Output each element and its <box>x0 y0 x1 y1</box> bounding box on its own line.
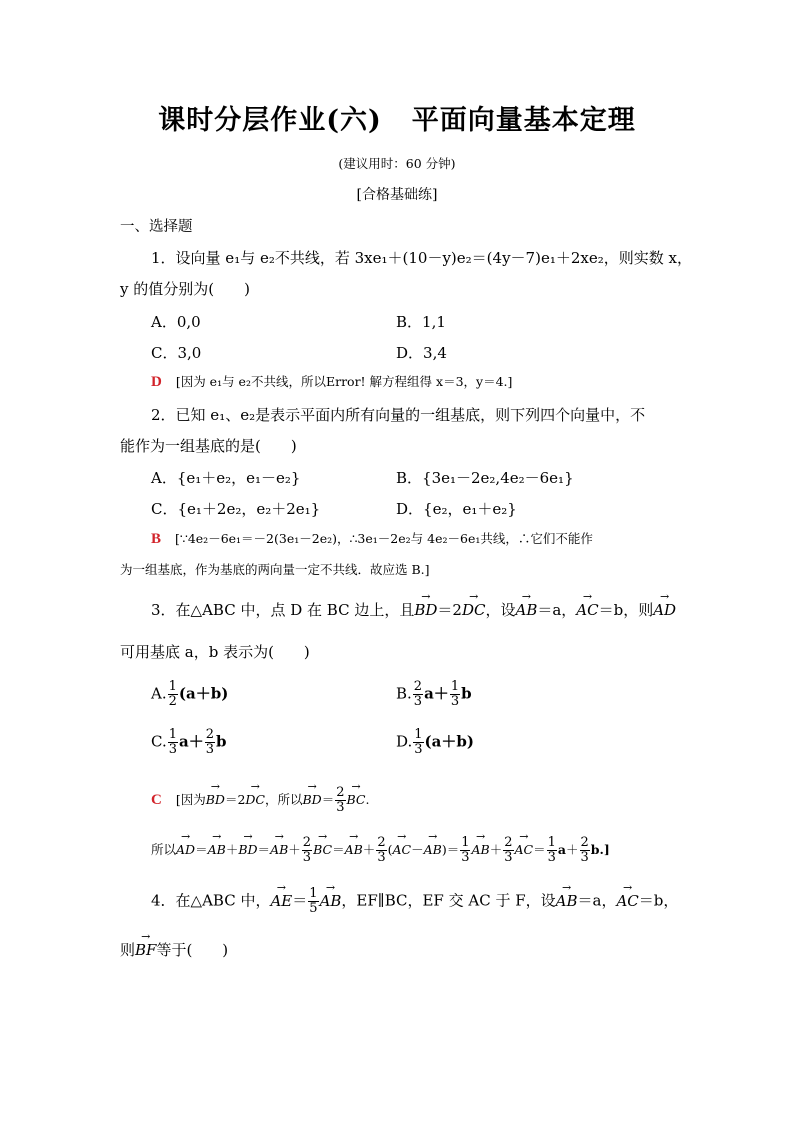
q3-option-d <box>396 728 474 757</box>
vector-ac: → AC <box>616 891 638 911</box>
q3-option-d-tail: (a＋b) <box>424 732 474 751</box>
frac-den: 3 <box>377 850 386 865</box>
q3-eq-b: ＝b，则 <box>598 601 654 619</box>
frac-den: 3 <box>547 850 556 865</box>
frac-num: 1 <box>450 679 460 694</box>
q2-option-c: C．{e₁＋2e₂，e₂＋2e₁} <box>151 500 321 518</box>
fraction <box>308 887 318 916</box>
q2-answer-line1 <box>151 529 593 549</box>
fraction <box>450 680 460 709</box>
q3-option-b <box>396 680 472 709</box>
q1-answer-text: [因为 e₁与 e₂不共线，所以Error! 解方程组得 x＝3，y＝4.] <box>175 374 513 389</box>
fraction <box>580 836 590 865</box>
vector-ac: → AC <box>576 600 598 620</box>
fraction <box>376 836 386 865</box>
frac-den: 5 <box>309 901 318 916</box>
q4-line2-head: 则 <box>120 941 136 959</box>
q3-stem-text: 3．在△ABC 中，点 D 在 BC 边上，且 <box>151 601 415 619</box>
frac-num: 1 <box>547 835 556 850</box>
frac-den: 3 <box>168 742 177 757</box>
q3-option-c-label: C. <box>151 732 167 751</box>
q3-stem-line1 <box>151 600 676 620</box>
frac-num: 2 <box>302 835 312 850</box>
page-title <box>0 98 794 137</box>
fraction <box>503 836 513 865</box>
fraction <box>168 680 178 709</box>
q3-set: ，设 <box>485 601 516 619</box>
frac-num: 2 <box>377 835 386 850</box>
q1-stem-line1: 1．设向量 e₁与 e₂不共线，若 3xe₁＋(10－y)e₂＝(4y－7)e₁＋2xe₂，则实数 x， <box>151 249 692 267</box>
q4-stem-line1 <box>151 887 678 916</box>
q3-option-c-mid: a＋ <box>179 732 204 751</box>
q4-stem-line2 <box>120 940 228 960</box>
q3-option-a-label: A. <box>151 684 167 703</box>
q3-option-c-tail: b <box>216 732 227 751</box>
q2-answer-text: [∵4e₂－6e₁＝－2(3e₁－2e₂)，∴3e₁－2e₂与 4e₂－6e₁共线，∴它们不能作 <box>175 531 593 546</box>
fraction <box>460 836 470 865</box>
q3-answer-line1: C [因为→ BD＝2→ DC，所以→ BD＝ $\frac{2}{3}$ → BC. <box>151 786 369 815</box>
frac-den: 3 <box>414 742 423 757</box>
q3-option-d-label: D. <box>396 732 413 751</box>
q3-option-a <box>151 680 228 709</box>
vector-ab: → AB <box>471 840 489 860</box>
frac-den: 2 <box>168 694 177 709</box>
vector-bc: → BC <box>313 840 332 860</box>
q3-answer-p2: ，所以 <box>264 792 303 807</box>
q1-option-c: C．3,0 <box>151 344 202 362</box>
frac-num: 2 <box>580 835 589 850</box>
q2-answer-letter: B <box>151 531 162 547</box>
frac-num: 1 <box>309 886 318 901</box>
frac-den: 3 <box>302 850 312 865</box>
frac-num: 2 <box>336 785 345 800</box>
vector-ab: → AB <box>345 840 363 860</box>
frac-den: 3 <box>336 800 345 815</box>
q3-answer-line2-head: 所以 <box>151 842 177 857</box>
frac-den: 3 <box>413 694 423 709</box>
fraction <box>168 728 178 757</box>
fraction <box>205 728 215 757</box>
vector-bf: → BF <box>135 940 156 960</box>
q1-option-a: A．0,0 <box>151 313 201 331</box>
frac-num: 2 <box>413 679 423 694</box>
frac-num: 1 <box>461 835 470 850</box>
fraction <box>335 786 345 815</box>
q3-answer-letter: C <box>151 792 162 808</box>
title-right: 平面向量基本定理 <box>411 105 636 136</box>
vector-ab: → AB <box>424 840 442 860</box>
q3-eq: ＝2 <box>437 601 462 619</box>
vector-ac: → AC <box>515 840 534 860</box>
q4-mid: ，EF∥BC，EF 交 AC 于 F，设 <box>341 891 556 910</box>
vector-ac: → AC <box>392 840 411 860</box>
q2-option-d: D．{e₂，e₁＋e₂} <box>396 500 517 518</box>
q1-answer <box>151 372 512 392</box>
part-heading: 一、选择题 <box>120 219 193 235</box>
vector-bd: → BD <box>414 600 437 620</box>
q1-answer-letter: D <box>151 374 162 390</box>
q3-option-b-mid: a＋ <box>424 684 449 703</box>
q3-option-b-label: B. <box>396 684 412 703</box>
frac-den: 3 <box>580 850 589 865</box>
q3-option-b-tail: b <box>461 684 472 703</box>
vector-dc: → DC <box>245 790 265 810</box>
section-label: [合格基础练] <box>356 187 438 203</box>
vector-ab: → AB <box>515 600 537 620</box>
vector-ad: → AD <box>176 840 195 860</box>
q3-option-c <box>151 728 227 757</box>
frac-num: 1 <box>168 679 177 694</box>
q1-option-b: B．1,1 <box>396 313 446 331</box>
vector-ab: → AB <box>270 840 288 860</box>
frac-num: 1 <box>414 727 423 742</box>
vector-ad: → AD <box>653 600 676 620</box>
frac-num: 2 <box>504 835 513 850</box>
q3-answer-eq: ＝2 <box>224 792 246 807</box>
q2-answer-line2: 为一组基底，作为基底的两向量一定不共线．故应选 B.] <box>120 562 430 577</box>
title-left: 课时分层作业(六) <box>158 105 382 136</box>
q4-line2-tail: 等于( ) <box>156 941 229 959</box>
q1-stem-line2: y 的值分别为( ) <box>120 280 250 298</box>
vector-bd: → BD <box>206 790 225 810</box>
vector-bd: → BD <box>238 840 257 860</box>
q2-stem-line2: 能作为一组基底的是( ) <box>120 437 297 455</box>
fraction <box>302 836 312 865</box>
q3-stem-line2: 可用基底 a，b 表示为( ) <box>120 643 310 661</box>
q4-eq-b: ＝b， <box>638 891 679 910</box>
q3-answer-end: b.] <box>590 842 610 857</box>
frac-num: 1 <box>168 727 177 742</box>
q2-stem-line1: 2．已知 e₁、e₂是表示平面内所有向量的一组基底，则下列四个向量中，不 <box>151 406 646 424</box>
vector-bd: → BD <box>303 790 322 810</box>
frac-den: 3 <box>205 742 215 757</box>
time-note: (建议用时：60 分钟) <box>338 156 456 171</box>
vector-ae: → AE <box>270 891 292 911</box>
q3-eq-a: ＝a， <box>537 601 577 619</box>
q3-answer-p1: [因为 <box>175 792 206 807</box>
fraction <box>413 728 423 757</box>
fraction <box>413 680 423 709</box>
frac-den: 3 <box>461 850 470 865</box>
q4-eq-a: ＝a， <box>577 891 617 910</box>
q4-stem-text: 4．在△ABC 中， <box>151 891 271 910</box>
q3-option-a-tail: (a＋b) <box>178 684 229 703</box>
vector-ab: → AB <box>208 840 226 860</box>
q2-option-b: B．{3e₁－2e₂,4e₂－6e₁} <box>396 469 574 487</box>
q1-option-d: D．3,4 <box>396 344 447 362</box>
vector-dc: → DC <box>462 600 486 620</box>
q2-option-a: A．{e₁＋e₂，e₁－e₂} <box>151 469 301 487</box>
vector-ab: → AB <box>320 891 342 911</box>
frac-num: 2 <box>205 727 215 742</box>
vector-ab: → AB <box>556 891 578 911</box>
vector-bc: → BC <box>347 790 366 810</box>
frac-den: 3 <box>504 850 513 865</box>
q4-eq: ＝ <box>292 891 308 910</box>
fraction <box>547 836 557 865</box>
q3-answer-line2: 所以→ AD＝→ AB＋→ BD＝→ AB＋ $\frac{2}{3}$ → BC＝→ AB＋ $\frac{2}{3}$ (→ AC－→ AB)＝ $\frac{1}{3}$ → AB＋ $\frac{2}{3}$ → AC＝ $\frac{1}{3}$ a＋ $\frac{2}{3}$ b.] <box>151 836 610 865</box>
frac-den: 3 <box>450 694 460 709</box>
